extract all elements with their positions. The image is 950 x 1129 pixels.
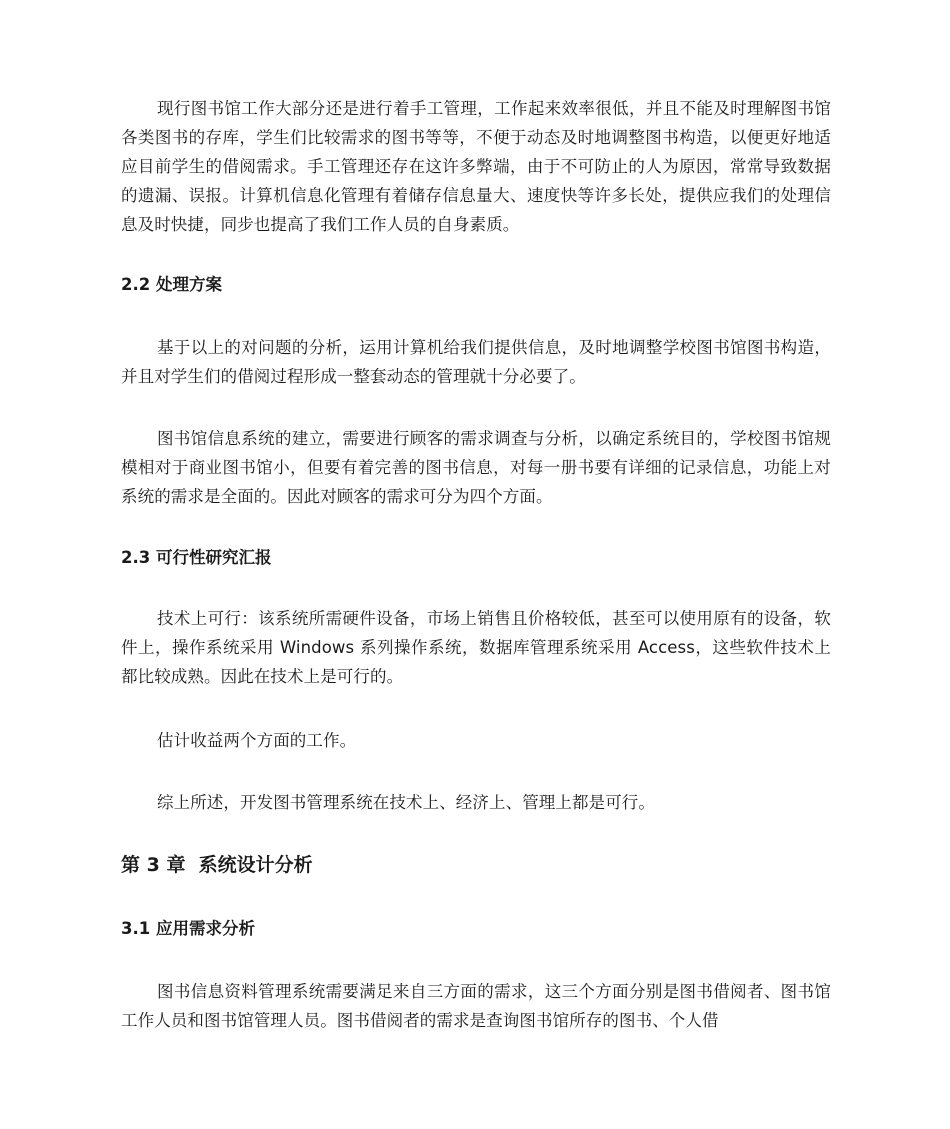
- solution-paragraph-2: 图书馆信息系统的建立，需要进行顾客的需求调查与分析，以确定系统目的，学校图书馆规模相对于商业图书馆小，但要有着完善的图书信息，对每一册书要有详细的记录信息，功能上对系统的需求是全面的。因此对顾客的需求可分为四个方面。: [121, 429, 831, 506]
- requirements-paragraph: 图书信息资料管理系统需要满足来自三方面的需求，这三个方面分别是图书借阅者、图书馆工作人员和图书馆管理人员。图书借阅者的需求是查询图书馆所存的图书、个人借: [121, 982, 831, 1030]
- feasibility-summary-paragraph: 综上所述，开发图书管理系统在技术上、经济上、管理上都是可行。: [157, 793, 655, 812]
- section-heading-2-3: 2.3 可行性研究汇报: [121, 548, 272, 567]
- section-heading-2-2: 2.2 处理方案: [121, 275, 222, 294]
- feasibility-tech-paragraph: 技术上可行：该系统所需硬件设备，市场上销售且价格较低，甚至可以使用原有的设备，软件上，操作系统采用 Windows 系列操作系统，数据库管理系统采用 Access，这些软件技术上都比较成熟。因此在技术上是可行的。: [121, 609, 831, 686]
- feasibility-econ-paragraph: 估计收益两个方面的工作。: [157, 731, 357, 750]
- solution-paragraph-1: 基于以上的对问题的分析，运用计算机给我们提供信息，及时地调整学校图书馆图书构造，并且对学生们的借阅过程形成一整套动态的管理就十分必要了。: [121, 338, 831, 386]
- intro-paragraph: 现行图书馆工作大部分还是进行着手工管理，工作起来效率很低，并且不能及时理解图书馆各类图书的存库，学生们比较需求的图书等等，不便于动态及时地调整图书构造，以便更好地适应目前学生的借阅需求。手工管理还存在这许多弊端，由于不可防止的人为原因，常常导致数据的遗漏、误报。计算机信息化管理有着储存信息量大、速度快等许多长处，提供应我们的处理信息及时快捷，同步也提高了我们工作人员的自身素质。: [121, 99, 831, 234]
- chapter-heading-3: 第 3 章 系统设计分析: [121, 854, 313, 876]
- section-heading-3-1: 3.1 应用需求分析: [121, 919, 255, 938]
